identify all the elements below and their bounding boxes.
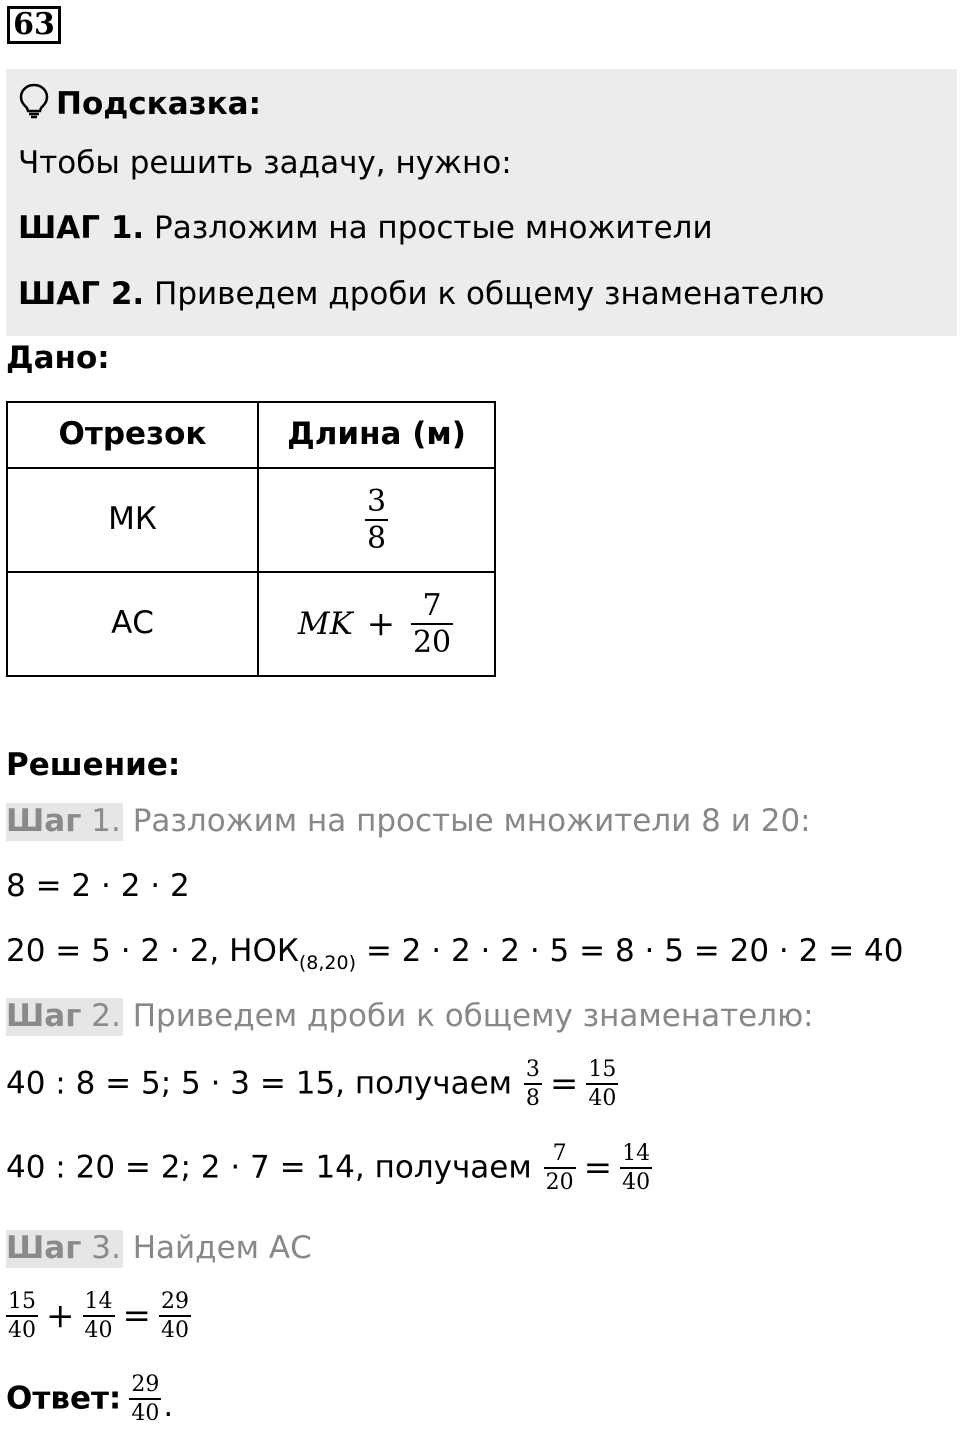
numerator: 15	[588, 1057, 617, 1082]
denominator: 40	[8, 1318, 36, 1344]
fraction-bar	[83, 1315, 115, 1317]
fraction-bar	[544, 1167, 576, 1169]
fraction	[620, 1142, 652, 1194]
fraction-bar	[586, 1083, 618, 1085]
segment-cell: АС	[7, 572, 258, 676]
hint-step-1-label: ШАГ 1.	[18, 210, 145, 246]
lcm-result: = 2 · 2 · 2 · 5 = 8 · 5 = 20 · 2 = 40	[356, 933, 904, 969]
fraction-bar	[129, 1398, 161, 1400]
step-number: 1.	[81, 803, 121, 839]
fraction	[524, 1058, 542, 1110]
header-segment: Отрезок	[7, 402, 258, 468]
step-tag: Шаг	[6, 1230, 82, 1266]
fraction	[159, 1290, 191, 1342]
equals-sign: =	[549, 1063, 579, 1104]
solution-step-2	[6, 998, 814, 1035]
numerator: 14	[622, 1141, 651, 1166]
length-cell	[258, 468, 495, 572]
numerator: 7	[422, 587, 442, 623]
hint-step-2	[18, 276, 825, 313]
step-text: Разложим на простые множители 8 и 20:	[122, 803, 811, 839]
fraction	[544, 1142, 576, 1194]
numerator: 14	[84, 1289, 113, 1314]
solution-title: Решение:	[6, 747, 181, 783]
plus-sign: +	[366, 603, 396, 644]
hint-step-1	[18, 210, 713, 247]
answer-fraction	[129, 1373, 161, 1425]
factor-8-line: 8 = 2 · 2 · 2	[6, 868, 190, 904]
answer-line	[6, 1373, 173, 1425]
solution-step-1	[6, 803, 811, 840]
numerator: 29	[131, 1372, 160, 1397]
answer-label: Ответ:	[6, 1380, 122, 1417]
convert-line-1	[6, 1058, 620, 1110]
hint-step-2-label: ШАГ 2.	[18, 276, 145, 312]
fraction-bar	[159, 1315, 191, 1317]
step-text: Приведем дроби к общему знаменателю:	[122, 998, 814, 1034]
given-table	[6, 401, 496, 677]
fraction	[411, 587, 453, 660]
given-table-header	[7, 402, 495, 468]
given-title: Дано:	[6, 340, 110, 376]
hint-title-row	[18, 83, 261, 128]
plus-sign: +	[46, 1295, 75, 1336]
lightbulb-icon	[18, 83, 50, 128]
denominator: 40	[588, 1086, 617, 1112]
fraction-bar	[524, 1083, 542, 1085]
hint-step-2-text: Приведем дроби к общему знаменателю	[144, 276, 825, 312]
factor-20-line	[6, 933, 904, 975]
answer-period: .	[163, 1388, 174, 1424]
length-cell	[258, 572, 495, 676]
fraction-bar	[620, 1167, 652, 1169]
fraction	[83, 1290, 115, 1342]
factor-20-text: 20 = 5 · 2 · 2, НОК	[6, 933, 299, 969]
step-number: 3.	[81, 1230, 121, 1266]
numerator: 7	[552, 1141, 567, 1166]
solution-step-3	[6, 1230, 312, 1267]
hint-box	[6, 69, 957, 336]
denominator: 20	[412, 625, 452, 660]
table-row	[7, 572, 495, 676]
header-length: Длина (м)	[258, 402, 495, 468]
step-tag: Шаг	[6, 998, 82, 1034]
lcm-subscript: (8,20)	[298, 952, 356, 974]
table-row	[7, 468, 495, 572]
segment-cell: МК	[7, 468, 258, 572]
fraction	[365, 483, 388, 556]
denominator: 40	[161, 1318, 189, 1344]
numerator: 29	[161, 1289, 189, 1314]
step-number: 2.	[81, 998, 121, 1034]
step-tag: Шаг	[6, 803, 82, 839]
denominator: 40	[84, 1318, 113, 1344]
convert-text: 40 : 20 = 2; 2 · 7 = 14, получаем	[6, 1149, 542, 1186]
numerator: 15	[8, 1289, 36, 1314]
numerator: 3	[525, 1057, 540, 1082]
denominator: 20	[545, 1170, 574, 1196]
denominator: 40	[622, 1170, 651, 1196]
denominator: 40	[131, 1401, 160, 1427]
equals-sign: =	[122, 1295, 151, 1336]
fraction	[6, 1290, 38, 1342]
convert-line-2	[6, 1142, 654, 1194]
fraction-bar	[6, 1315, 38, 1317]
hint-step-1-text: Разложим на простые множители	[144, 210, 713, 246]
hint-intro: Чтобы решить задачу, нужно:	[18, 145, 512, 181]
sum-line	[4, 1290, 193, 1342]
task-number: 63	[7, 6, 61, 44]
equals-sign: =	[583, 1147, 613, 1188]
denominator: 8	[525, 1086, 540, 1112]
convert-text: 40 : 8 = 5; 5 · 3 = 15, получаем	[6, 1065, 522, 1102]
hint-title: Подсказка:	[56, 86, 261, 123]
step-text: Найдем АС	[122, 1230, 312, 1266]
denominator: 8	[366, 521, 387, 556]
numerator: 3	[366, 483, 387, 519]
mk-variable: MK	[297, 605, 353, 642]
fraction	[586, 1058, 618, 1110]
